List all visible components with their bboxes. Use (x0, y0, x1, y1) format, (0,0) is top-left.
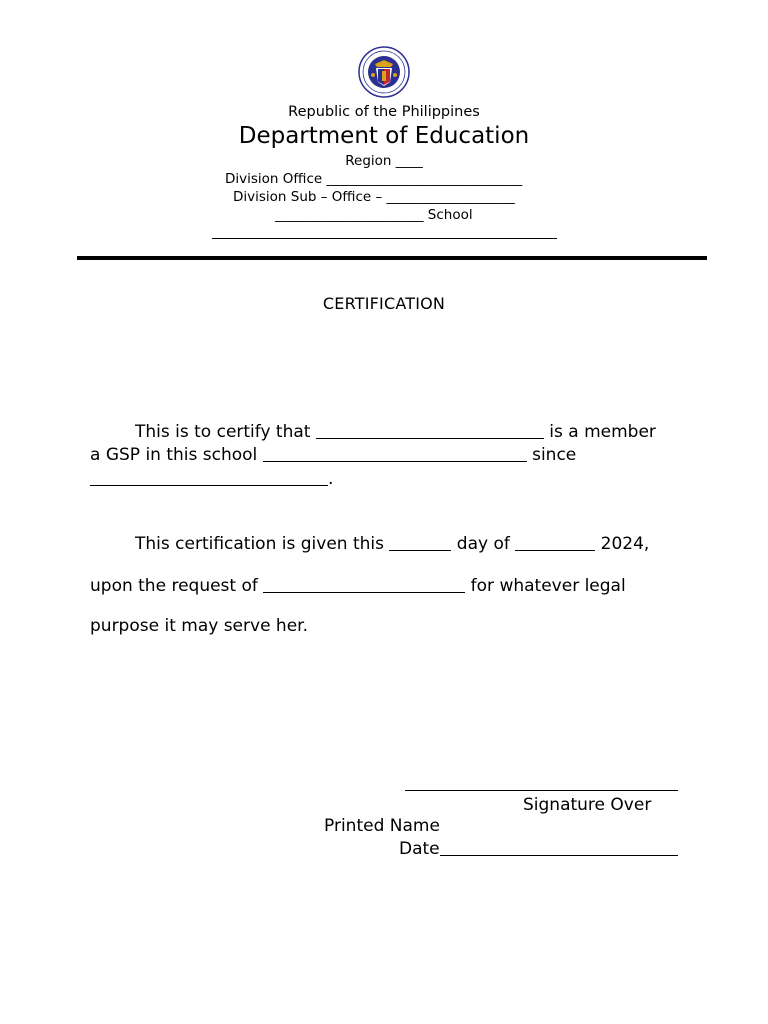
header-region: Region ____ (345, 153, 423, 169)
date-blank[interactable] (440, 838, 678, 856)
month-blank[interactable] (515, 533, 595, 551)
since-date-blank[interactable] (90, 468, 328, 486)
member-name-blank[interactable] (316, 421, 544, 439)
signature-over-label: Signature Over (523, 795, 652, 815)
para2-line1: This certification is given this day of 2024, (135, 534, 650, 554)
header-republic: Republic of the Philippines (288, 104, 480, 120)
document-title: CERTIFICATION (322, 294, 446, 313)
header-department: Department of Education (238, 123, 530, 149)
date-row: Date (399, 836, 678, 859)
day-blank[interactable] (389, 533, 451, 551)
school-name-blank[interactable] (263, 444, 527, 462)
para2-line3: purpose it may serve her. (90, 616, 308, 636)
deped-seal-icon (358, 46, 410, 98)
header-school: ______________________ School (275, 207, 473, 223)
para1-line1: This is to certify that is a member (135, 422, 656, 442)
header-divider (77, 256, 707, 260)
header-division-sub-office: Division Sub – Office – ___________________ (233, 189, 515, 205)
para1-line2: a GSP in this school since (90, 445, 577, 465)
signature-line[interactable] (405, 790, 678, 791)
header-blank-line (212, 238, 557, 239)
printed-name-label: Printed Name (324, 816, 440, 836)
para2-line2: upon the request of for whatever legal (90, 576, 626, 596)
requester-blank[interactable] (263, 575, 465, 593)
para1-line3: . (90, 466, 333, 489)
header-division-office: Division Office _____________________________ (225, 171, 523, 187)
